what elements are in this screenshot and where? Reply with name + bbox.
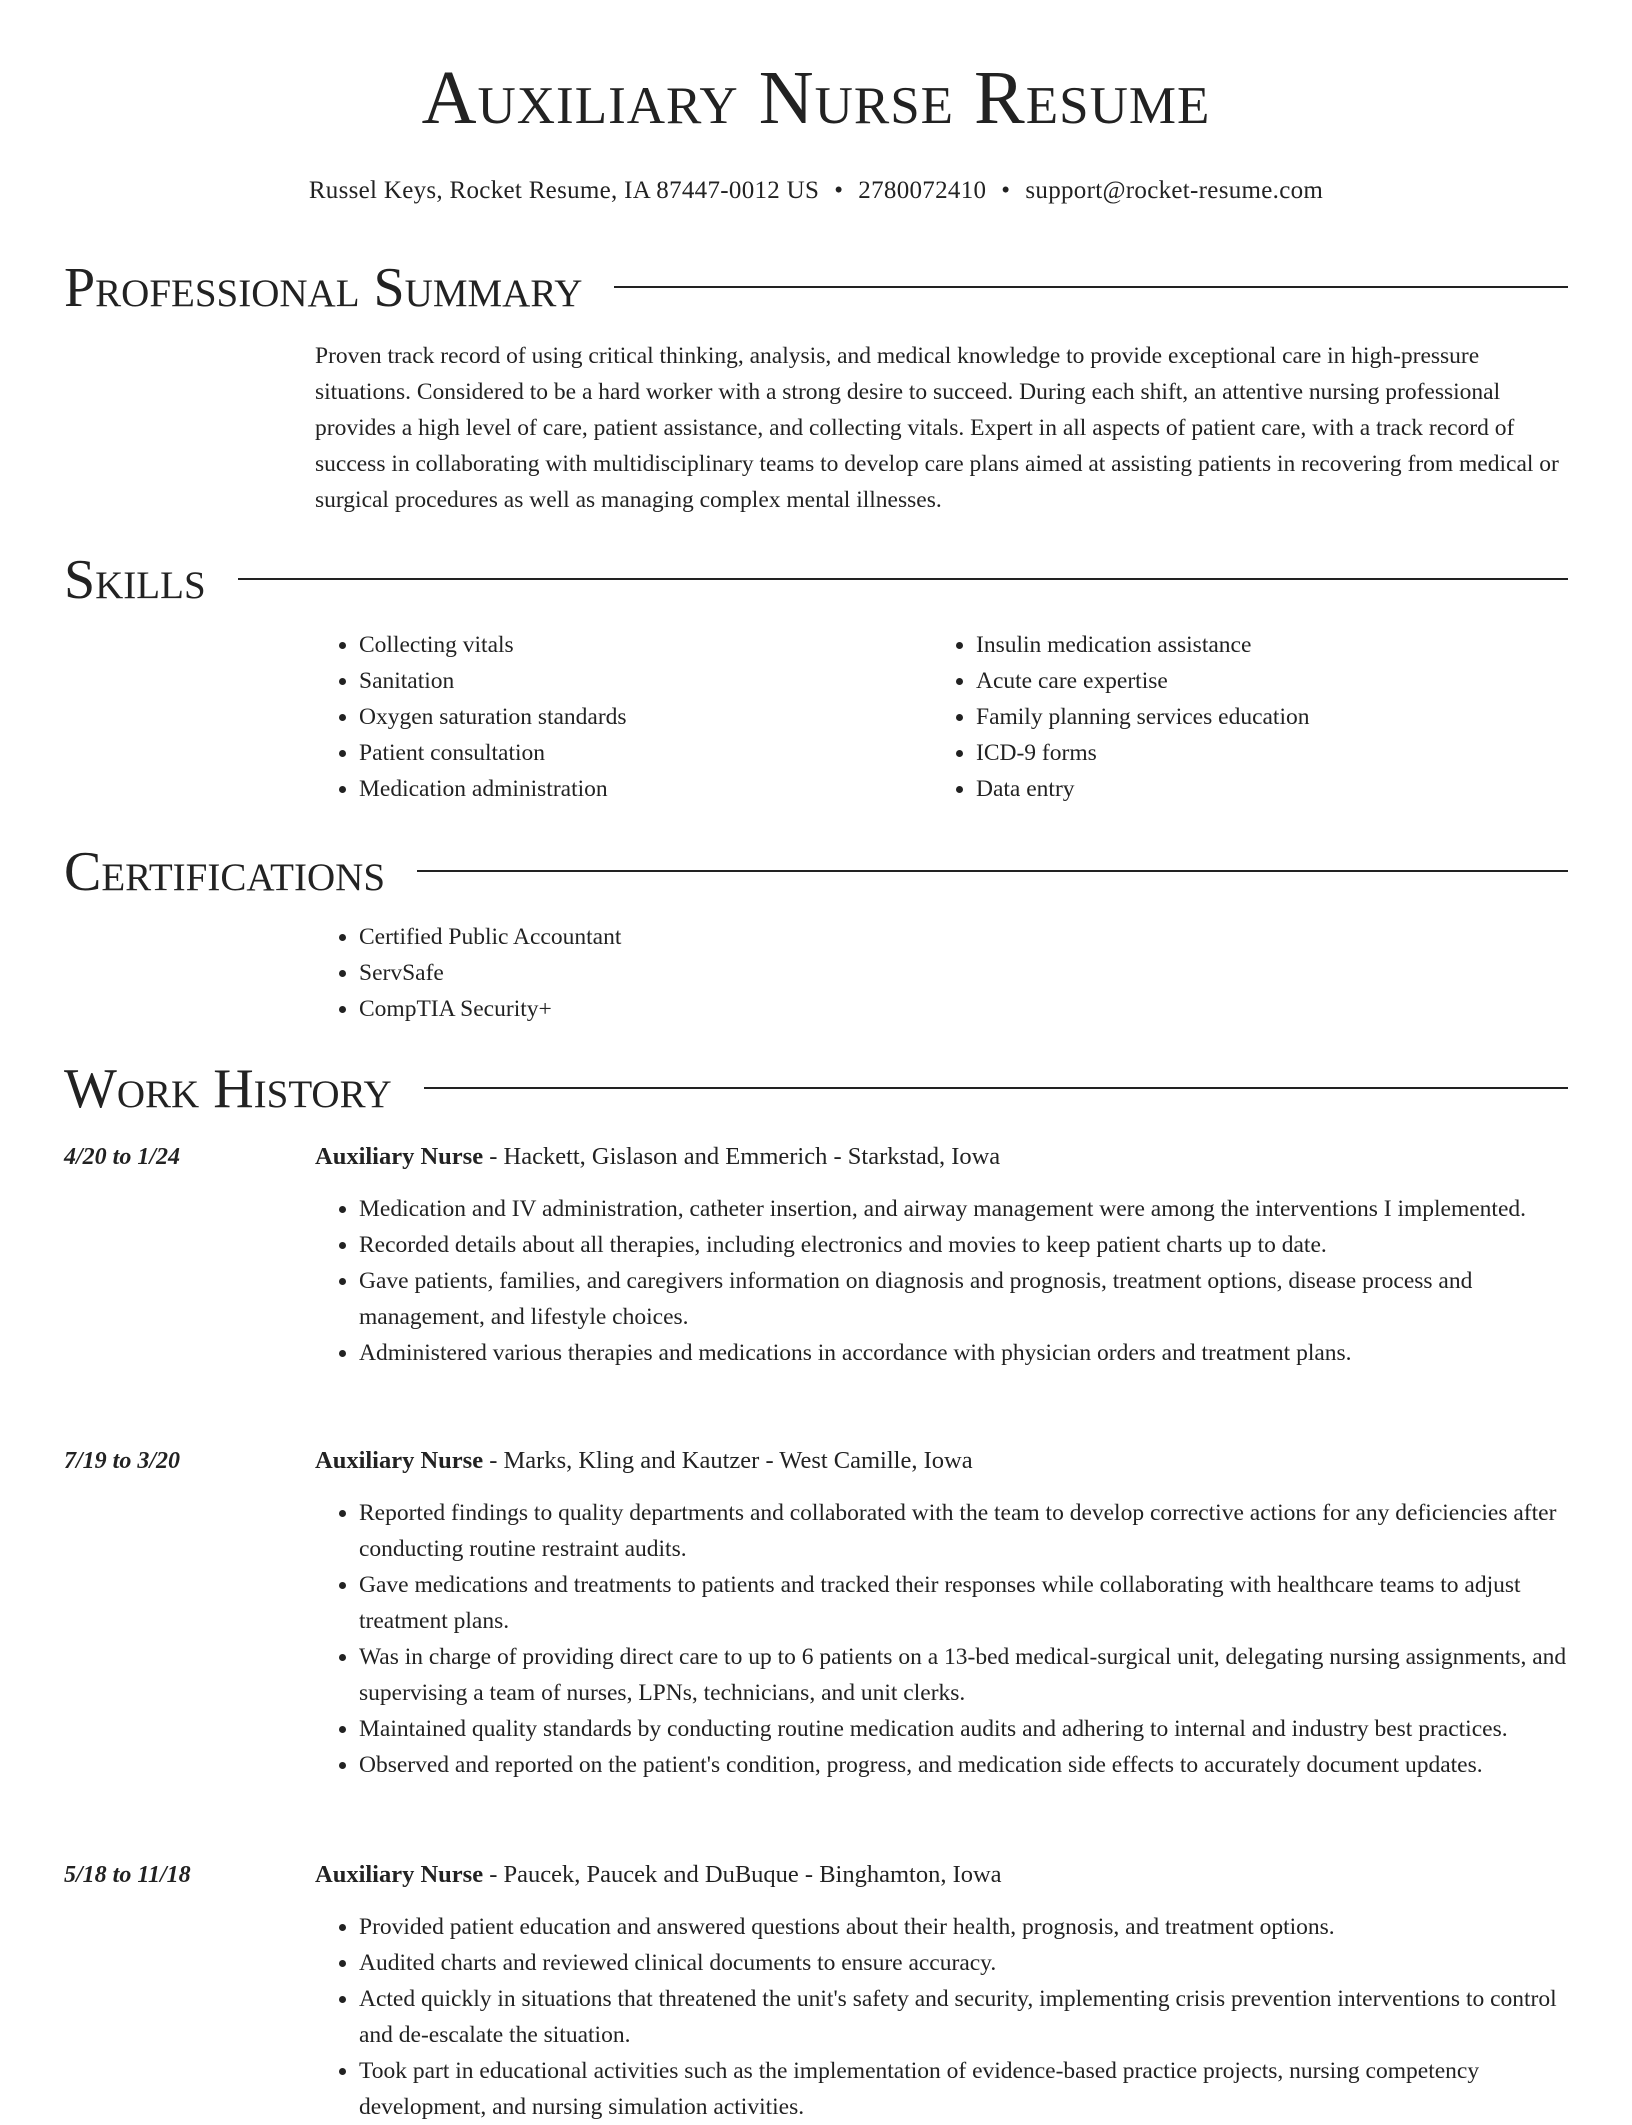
list-item: • Observed and reported on the patient's condition, progress, and medication side effects to accurately document updates. <box>359 1747 1568 1783</box>
job-heading <box>315 1443 1568 1479</box>
job-bullets <box>315 1909 1568 2125</box>
list-item: • Acute care expertise <box>976 663 1596 699</box>
job-heading <box>315 1139 1568 1175</box>
list-item: • Acted quickly in situations that threatened the unit's safety and security, implementing crisis prevention interventions to control and de-escalate the situation. <box>359 1981 1568 2053</box>
job-dates: 4/20 to 1/24 <box>64 1144 181 1170</box>
list-item: • Family planning services education <box>976 699 1596 735</box>
job-employer: - Paucek, Paucek and DuBuque - Binghamton, Iowa <box>483 1861 1002 1888</box>
contact-separator: • <box>834 177 844 204</box>
section-title-summary: Professional Summary <box>64 257 583 319</box>
list-item: • Certified Public Accountant <box>359 919 621 955</box>
list-item: • Reported findings to quality departments and collaborated with the team to develop corrective actions for any deficiencies after conducting routine restraint audits. <box>359 1495 1568 1567</box>
summary-text: Proven track record of using critical thinking, analysis, and medical knowledge to provide exceptional care in high-pressure situations. Considered to be a hard worker with a strong desire to succeed. During each shift, an attentive nursing professional provides a high level of care, patient assistance, and collecting vitals. Expert in all aspects of patient care, with a track record of success in collaborating with multidisciplinary teams to develop care plans aimed at assisting patients in recovering from medical or surgical procedures as well as managing complex mental illnesses. <box>315 343 1559 513</box>
list-item: • Collecting vitals <box>359 627 959 663</box>
contact-line <box>0 176 1632 206</box>
list-item: • ServSafe <box>359 955 621 991</box>
page-title: Auxiliary Nurse Resume <box>421 56 1211 140</box>
list-item: • Gave medications and treatments to patients and tracked their responses while collaborating with healthcare teams to adjust treatment plans. <box>359 1567 1568 1639</box>
job-title: Auxiliary Nurse <box>315 1447 484 1474</box>
section-divider <box>238 578 1568 580</box>
list-item: • Gave patients, families, and caregivers information on diagnosis and prognosis, treatment options, disease process and management, and lifestyle choices. <box>359 1263 1568 1335</box>
section-header-certifications <box>64 841 1568 903</box>
contact-email: support@rocket-resume.com <box>1025 177 1324 204</box>
contact-phone: 2780072410 <box>858 177 987 204</box>
list-item: • Recorded details about all therapies, including electronics and movies to keep patient charts up to date. <box>359 1227 1568 1263</box>
section-divider <box>424 1087 1568 1089</box>
job-bullets <box>315 1191 1568 1371</box>
section-title-certifications: Certifications <box>64 841 386 903</box>
list-item: • Medication and IV administration, catheter insertion, and airway management were among the interventions I implemented. <box>359 1191 1568 1227</box>
list-item: • Insulin medication assistance <box>976 627 1596 663</box>
job-heading <box>315 1857 1568 1893</box>
skills-list-left <box>315 627 959 807</box>
list-item: • Provided patient education and answered questions about their health, prognosis, and treatment options. <box>359 1909 1568 1945</box>
list-item: • ICD-9 forms <box>976 735 1596 771</box>
list-item: • Patient consultation <box>359 735 959 771</box>
list-item: • CompTIA Security+ <box>359 991 621 1027</box>
job-employer: - Hackett, Gislason and Emmerich - Starkstad, Iowa <box>483 1143 1001 1170</box>
section-title-skills: Skills <box>64 549 206 611</box>
job-title: Auxiliary Nurse <box>315 1861 484 1888</box>
list-item: • Administered various therapies and medications in accordance with physician orders and treatment plans. <box>359 1335 1568 1371</box>
section-divider <box>417 870 1568 872</box>
section-header-summary <box>64 257 1568 319</box>
skills-list-right <box>932 627 1596 807</box>
list-item: • Took part in educational activities such as the implementation of evidence-based practice projects, nursing competency development, and nursing simulation activities. <box>359 2053 1568 2125</box>
contact-separator: • <box>1001 177 1011 204</box>
job-bullets <box>315 1495 1568 1783</box>
section-header-work-history <box>64 1058 1568 1120</box>
section-title-work-history: Work History <box>64 1058 392 1120</box>
section-divider <box>614 286 1568 288</box>
job-employer: - Marks, Kling and Kautzer - West Camille, Iowa <box>483 1447 973 1474</box>
list-item: • Sanitation <box>359 663 959 699</box>
list-item: • Data entry <box>976 771 1596 807</box>
certifications-list <box>315 919 621 1027</box>
list-item: • Oxygen saturation standards <box>359 699 959 735</box>
list-item: • Maintained quality standards by conducting routine medication audits and adhering to internal and industry best practices. <box>359 1711 1568 1747</box>
list-item: • Audited charts and reviewed clinical documents to ensure accuracy. <box>359 1945 1568 1981</box>
list-item: • Medication administration <box>359 771 959 807</box>
job-dates: 5/18 to 11/18 <box>64 1862 191 1888</box>
job-dates: 7/19 to 3/20 <box>64 1448 181 1474</box>
contact-address: Russel Keys, Rocket Resume, IA 87447-0012 US <box>308 177 820 204</box>
section-header-skills <box>64 549 1568 611</box>
list-item: • Was in charge of providing direct care to up to 6 patients on a 13-bed medical-surgical unit, delegating nursing assignments, and supervising a team of nurses, LPNs, technicians, and unit clerks. <box>359 1639 1568 1711</box>
job-title: Auxiliary Nurse <box>315 1143 484 1170</box>
